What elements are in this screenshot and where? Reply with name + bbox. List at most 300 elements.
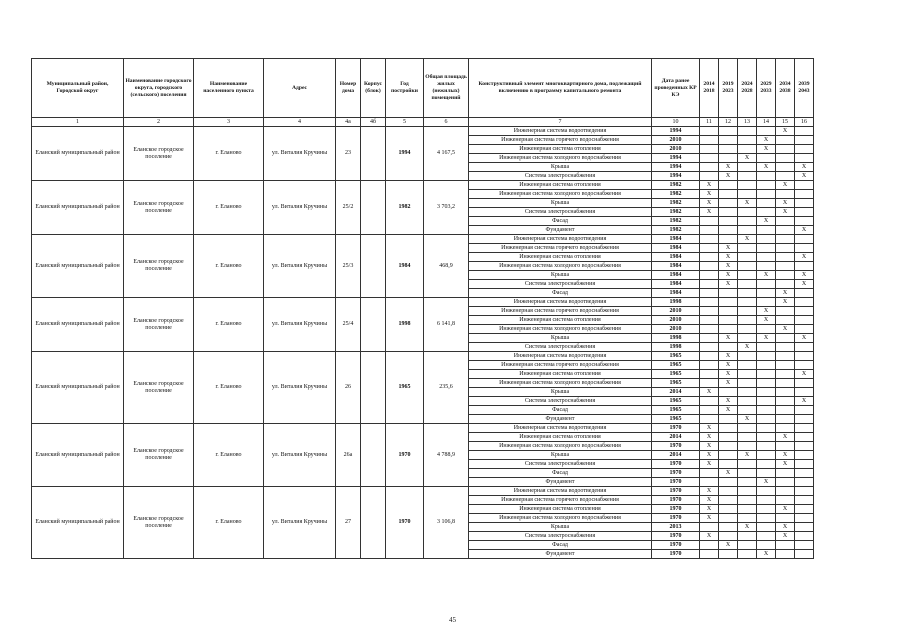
element-cell: Инженерная система водоотведения — [469, 352, 652, 361]
prior-repair-date-cell: 1970 — [652, 424, 700, 433]
element-cell: Фасад — [469, 406, 652, 415]
period-mark-cell: X — [757, 163, 776, 172]
period-mark-cell — [776, 397, 795, 406]
settlement-cell: Еланское городское поселение — [124, 352, 194, 424]
prior-repair-date-cell: 1965 — [652, 370, 700, 379]
period-mark-cell — [700, 298, 719, 307]
period-mark-cell: X — [738, 154, 757, 163]
period-mark-cell: X — [795, 253, 814, 262]
period-mark-cell — [719, 487, 738, 496]
element-cell: Фасад — [469, 469, 652, 478]
period-mark-cell: X — [795, 370, 814, 379]
period-mark-cell — [700, 271, 719, 280]
period-mark-cell — [795, 442, 814, 451]
period-mark-cell: X — [700, 199, 719, 208]
element-cell: Инженерная система отопления — [469, 316, 652, 325]
house-number-cell: 25/2 — [336, 181, 361, 235]
prior-repair-date-cell: 1998 — [652, 334, 700, 343]
period-mark-cell — [738, 163, 757, 172]
element-cell: Инженерная система горячего водоснабжения — [469, 361, 652, 370]
locality-cell: г. Еланово — [194, 424, 264, 487]
prior-repair-date-cell: 2014 — [652, 451, 700, 460]
period-mark-cell — [738, 388, 757, 397]
column-number: 11 — [700, 118, 719, 127]
prior-repair-date-cell: 1965 — [652, 352, 700, 361]
period-mark-cell — [738, 442, 757, 451]
house-number-cell: 25/3 — [336, 235, 361, 298]
period-mark-cell — [757, 523, 776, 532]
block-cell — [361, 127, 386, 181]
period-mark-cell — [757, 235, 776, 244]
period-mark-cell — [719, 523, 738, 532]
period-mark-cell — [795, 415, 814, 424]
period-mark-cell — [719, 127, 738, 136]
period-mark-cell — [795, 469, 814, 478]
period-mark-cell: X — [776, 298, 795, 307]
period-mark-cell — [776, 145, 795, 154]
element-cell: Крыша — [469, 523, 652, 532]
period-mark-cell — [757, 190, 776, 199]
period-mark-cell — [719, 496, 738, 505]
period-mark-cell — [700, 325, 719, 334]
period-mark-cell — [757, 496, 776, 505]
prior-repair-date-cell: 1982 — [652, 181, 700, 190]
element-cell: Фундамент — [469, 226, 652, 235]
build-year-cell: 1998 — [386, 298, 424, 352]
prior-repair-date-cell: 1994 — [652, 154, 700, 163]
element-cell: Крыша — [469, 388, 652, 397]
period-mark-cell — [700, 361, 719, 370]
street-cell: ул. Виталия Кручины — [264, 235, 336, 298]
period-mark-cell — [738, 208, 757, 217]
period-mark-cell — [757, 226, 776, 235]
period-mark-cell — [795, 523, 814, 532]
column-number: 16 — [795, 118, 814, 127]
element-cell: Инженерная система отопления — [469, 181, 652, 190]
period-mark-cell — [795, 433, 814, 442]
period-mark-cell — [700, 316, 719, 325]
period-mark-cell — [700, 370, 719, 379]
prior-repair-date-cell: 2010 — [652, 136, 700, 145]
block-cell — [361, 235, 386, 298]
street-cell: ул. Виталия Кручины — [264, 127, 336, 181]
period-mark-cell — [757, 424, 776, 433]
period-mark-cell: X — [700, 532, 719, 541]
period-mark-cell: X — [776, 325, 795, 334]
period-mark-cell — [795, 388, 814, 397]
header-row — [32, 59, 814, 118]
period-mark-cell — [795, 460, 814, 469]
period-mark-cell — [700, 469, 719, 478]
period-mark-cell: X — [795, 172, 814, 181]
period-mark-cell — [776, 226, 795, 235]
column-header: Конструктивный элемент многоквартирного дома, подлежащий включению в программу капитального ремонта — [469, 59, 652, 118]
table-row — [32, 352, 814, 361]
period-mark-cell — [700, 406, 719, 415]
period-mark-cell: X — [719, 271, 738, 280]
column-number: 5 — [386, 118, 424, 127]
period-mark-cell — [719, 190, 738, 199]
period-mark-cell — [719, 298, 738, 307]
period-mark-cell — [738, 127, 757, 136]
period-mark-cell — [738, 487, 757, 496]
locality-cell: г. Еланово — [194, 235, 264, 298]
period-mark-cell — [757, 262, 776, 271]
period-mark-cell — [795, 550, 814, 559]
prior-repair-date-cell: 1982 — [652, 190, 700, 199]
prior-repair-date-cell: 1970 — [652, 550, 700, 559]
table-row — [32, 235, 814, 244]
period-mark-cell — [795, 136, 814, 145]
column-header: 2024 2028 — [738, 59, 757, 118]
period-mark-cell — [757, 442, 776, 451]
period-mark-cell: X — [776, 532, 795, 541]
period-mark-cell: X — [757, 478, 776, 487]
build-year-cell: 1965 — [386, 352, 424, 424]
period-mark-cell — [757, 487, 776, 496]
period-mark-cell: X — [738, 523, 757, 532]
period-mark-cell — [700, 262, 719, 271]
period-mark-cell — [700, 280, 719, 289]
column-header: 2034 2038 — [776, 59, 795, 118]
prior-repair-date-cell: 1994 — [652, 163, 700, 172]
period-mark-cell — [757, 415, 776, 424]
period-mark-cell — [757, 532, 776, 541]
period-mark-cell — [776, 550, 795, 559]
period-mark-cell: X — [776, 523, 795, 532]
period-mark-cell — [738, 307, 757, 316]
period-mark-cell — [795, 127, 814, 136]
period-mark-cell — [757, 514, 776, 523]
period-mark-cell — [738, 217, 757, 226]
period-mark-cell — [757, 469, 776, 478]
settlement-cell: Еланское городское поселение — [124, 298, 194, 352]
period-mark-cell: X — [719, 334, 738, 343]
prior-repair-date-cell: 1998 — [652, 298, 700, 307]
block-cell — [361, 352, 386, 424]
locality-cell: г. Еланово — [194, 352, 264, 424]
prior-repair-date-cell: 1982 — [652, 217, 700, 226]
element-cell: Инженерная система водоотведения — [469, 298, 652, 307]
period-mark-cell — [738, 271, 757, 280]
prior-repair-date-cell: 2010 — [652, 316, 700, 325]
period-mark-cell — [700, 523, 719, 532]
period-mark-cell — [776, 235, 795, 244]
period-mark-cell: X — [700, 505, 719, 514]
element-cell: Крыша — [469, 334, 652, 343]
column-number: 14 — [757, 118, 776, 127]
period-mark-cell — [776, 478, 795, 487]
prior-repair-date-cell: 2014 — [652, 433, 700, 442]
house-number-cell: 27 — [336, 487, 361, 559]
period-mark-cell — [719, 307, 738, 316]
column-header: 2039 2043 — [795, 59, 814, 118]
period-mark-cell — [795, 154, 814, 163]
period-mark-cell — [738, 172, 757, 181]
column-number: 3 — [194, 118, 264, 127]
period-mark-cell: X — [776, 451, 795, 460]
street-cell: ул. Виталия Кручины — [264, 352, 336, 424]
prior-repair-date-cell: 1970 — [652, 460, 700, 469]
column-number: 4а — [336, 118, 361, 127]
prior-repair-date-cell: 1965 — [652, 397, 700, 406]
prior-repair-date-cell: 1970 — [652, 442, 700, 451]
element-cell: Крыша — [469, 163, 652, 172]
period-mark-cell: X — [738, 451, 757, 460]
element-cell: Инженерная система холодного водоснабжения — [469, 262, 652, 271]
period-mark-cell — [757, 172, 776, 181]
period-mark-cell: X — [719, 262, 738, 271]
period-mark-cell — [776, 487, 795, 496]
prior-repair-date-cell: 1970 — [652, 478, 700, 487]
period-mark-cell — [738, 181, 757, 190]
period-mark-cell — [776, 271, 795, 280]
element-cell: Фундамент — [469, 415, 652, 424]
column-number: 7 — [469, 118, 652, 127]
period-mark-cell — [757, 397, 776, 406]
house-number-cell: 26 — [336, 352, 361, 424]
period-mark-cell — [757, 244, 776, 253]
element-cell: Фасад — [469, 541, 652, 550]
period-mark-cell: X — [719, 253, 738, 262]
element-cell: Инженерная система холодного водоснабжения — [469, 190, 652, 199]
period-mark-cell — [719, 460, 738, 469]
period-mark-cell — [776, 280, 795, 289]
element-cell: Система электроснабжения — [469, 397, 652, 406]
period-mark-cell — [776, 361, 795, 370]
period-mark-cell — [700, 541, 719, 550]
element-cell: Инженерная система холодного водоснабжения — [469, 325, 652, 334]
element-cell: Инженерная система водоотведения — [469, 424, 652, 433]
column-header: Дата ранее проведенных КР КЭ — [652, 59, 700, 118]
period-mark-cell — [776, 136, 795, 145]
prior-repair-date-cell: 1970 — [652, 505, 700, 514]
prior-repair-date-cell: 1984 — [652, 235, 700, 244]
column-number: 4 — [264, 118, 336, 127]
period-mark-cell — [738, 478, 757, 487]
period-mark-cell: X — [719, 406, 738, 415]
period-mark-cell — [757, 460, 776, 469]
prior-repair-date-cell: 1982 — [652, 226, 700, 235]
period-mark-cell — [700, 397, 719, 406]
period-mark-cell — [738, 433, 757, 442]
period-mark-cell — [795, 244, 814, 253]
period-mark-cell — [795, 199, 814, 208]
prior-repair-date-cell: 1984 — [652, 262, 700, 271]
element-cell: Инженерная система отопления — [469, 253, 652, 262]
period-mark-cell — [700, 478, 719, 487]
column-number: 6 — [424, 118, 469, 127]
locality-cell: г. Еланово — [194, 181, 264, 235]
element-cell: Крыша — [469, 271, 652, 280]
period-mark-cell: X — [757, 271, 776, 280]
period-mark-cell — [719, 226, 738, 235]
period-mark-cell: X — [700, 190, 719, 199]
period-mark-cell — [795, 451, 814, 460]
period-mark-cell — [757, 451, 776, 460]
period-mark-cell: X — [719, 379, 738, 388]
locality-cell: г. Еланово — [194, 127, 264, 181]
period-mark-cell — [795, 262, 814, 271]
period-mark-cell — [738, 334, 757, 343]
element-cell: Инженерная система водоотведения — [469, 487, 652, 496]
period-mark-cell: X — [776, 505, 795, 514]
prior-repair-date-cell: 1994 — [652, 127, 700, 136]
column-number: 13 — [738, 118, 757, 127]
column-header: Адрес — [264, 59, 336, 118]
period-mark-cell — [719, 514, 738, 523]
period-mark-cell — [776, 388, 795, 397]
period-mark-cell — [776, 469, 795, 478]
period-mark-cell — [719, 451, 738, 460]
street-cell: ул. Виталия Кручины — [264, 298, 336, 352]
period-mark-cell — [776, 496, 795, 505]
period-mark-cell — [757, 379, 776, 388]
period-mark-cell — [776, 415, 795, 424]
period-mark-cell — [719, 154, 738, 163]
prior-repair-date-cell: 2013 — [652, 523, 700, 532]
period-mark-cell — [738, 532, 757, 541]
period-mark-cell: X — [776, 460, 795, 469]
element-cell: Инженерная система холодного водоснабжения — [469, 379, 652, 388]
period-mark-cell — [757, 208, 776, 217]
block-cell — [361, 181, 386, 235]
period-mark-cell — [738, 505, 757, 514]
period-mark-cell — [776, 172, 795, 181]
period-mark-cell: X — [795, 397, 814, 406]
period-mark-cell — [757, 433, 776, 442]
period-mark-cell: X — [719, 361, 738, 370]
period-mark-cell: X — [738, 343, 757, 352]
element-cell: Система электроснабжения — [469, 532, 652, 541]
period-mark-cell — [795, 298, 814, 307]
build-year-cell: 1994 — [386, 127, 424, 181]
build-year-cell: 1970 — [386, 424, 424, 487]
period-mark-cell — [700, 244, 719, 253]
table-row — [32, 127, 814, 136]
period-mark-cell — [738, 190, 757, 199]
prior-repair-date-cell: 1970 — [652, 514, 700, 523]
period-mark-cell — [795, 352, 814, 361]
block-cell — [361, 487, 386, 559]
column-number: 10 — [652, 118, 700, 127]
column-header: Наименование населенного пункта — [194, 59, 264, 118]
column-header: Год постройки — [386, 59, 424, 118]
prior-repair-date-cell: 1998 — [652, 343, 700, 352]
period-mark-cell — [776, 316, 795, 325]
period-mark-cell: X — [700, 514, 719, 523]
period-mark-cell — [719, 289, 738, 298]
period-mark-cell: X — [738, 199, 757, 208]
element-cell: Инженерная система холодного водоснабжения — [469, 442, 652, 451]
element-cell: Инженерная система холодного водоснабжения — [469, 154, 652, 163]
period-mark-cell: X — [700, 181, 719, 190]
element-cell: Фасад — [469, 217, 652, 226]
period-mark-cell — [738, 541, 757, 550]
locality-cell: г. Еланово — [194, 487, 264, 559]
element-cell: Инженерная система горячего водоснабжения — [469, 307, 652, 316]
period-mark-cell: X — [719, 397, 738, 406]
period-mark-cell — [738, 325, 757, 334]
block-cell — [361, 424, 386, 487]
element-cell: Система электроснабжения — [469, 343, 652, 352]
element-cell: Инженерная система отопления — [469, 433, 652, 442]
build-year-cell: 1984 — [386, 235, 424, 298]
period-mark-cell — [757, 370, 776, 379]
element-cell: Инженерная система холодного водоснабжения — [469, 514, 652, 523]
period-mark-cell — [719, 550, 738, 559]
prior-repair-date-cell: 2010 — [652, 145, 700, 154]
period-mark-cell — [795, 181, 814, 190]
period-mark-cell: X — [738, 235, 757, 244]
area-cell: 235,6 — [424, 352, 469, 424]
period-mark-cell: X — [757, 316, 776, 325]
period-mark-cell: X — [757, 217, 776, 226]
period-mark-cell: X — [700, 451, 719, 460]
period-mark-cell: X — [795, 280, 814, 289]
period-mark-cell — [700, 127, 719, 136]
locality-cell: г. Еланово — [194, 298, 264, 352]
column-header: Номер дома — [336, 59, 361, 118]
period-mark-cell — [776, 379, 795, 388]
area-cell: 4 167,5 — [424, 127, 469, 181]
period-mark-cell — [776, 253, 795, 262]
period-mark-cell — [776, 442, 795, 451]
table-row — [32, 424, 814, 433]
period-mark-cell — [738, 226, 757, 235]
element-cell: Крыша — [469, 199, 652, 208]
period-mark-cell — [776, 307, 795, 316]
period-mark-cell — [700, 226, 719, 235]
period-mark-cell — [719, 478, 738, 487]
period-mark-cell — [700, 415, 719, 424]
period-mark-cell: X — [795, 163, 814, 172]
table-body — [32, 118, 814, 559]
period-mark-cell — [738, 469, 757, 478]
period-mark-cell — [776, 190, 795, 199]
period-mark-cell — [738, 298, 757, 307]
period-mark-cell — [719, 316, 738, 325]
period-mark-cell — [757, 505, 776, 514]
element-cell: Фундамент — [469, 478, 652, 487]
block-cell — [361, 298, 386, 352]
element-cell: Инженерная система горячего водоснабжения — [469, 136, 652, 145]
period-mark-cell: X — [719, 352, 738, 361]
period-mark-cell — [795, 208, 814, 217]
period-mark-cell — [700, 145, 719, 154]
prior-repair-date-cell: 1965 — [652, 406, 700, 415]
period-mark-cell — [738, 136, 757, 145]
element-cell: Инженерная система водоотведения — [469, 235, 652, 244]
district-cell: Еланский муниципальный район — [32, 352, 124, 424]
period-mark-cell — [795, 541, 814, 550]
period-mark-cell — [719, 532, 738, 541]
period-mark-cell — [738, 244, 757, 253]
period-mark-cell — [757, 352, 776, 361]
period-mark-cell — [738, 370, 757, 379]
settlement-cell: Еланское городское поселение — [124, 181, 194, 235]
period-mark-cell — [795, 478, 814, 487]
prior-repair-date-cell: 1965 — [652, 379, 700, 388]
period-mark-cell — [700, 253, 719, 262]
prior-repair-date-cell: 1984 — [652, 271, 700, 280]
prior-repair-date-cell: 1984 — [652, 289, 700, 298]
element-cell: Фундамент — [469, 550, 652, 559]
district-cell: Еланский муниципальный район — [32, 487, 124, 559]
element-cell: Фасад — [469, 289, 652, 298]
prior-repair-date-cell: 1965 — [652, 415, 700, 424]
period-mark-cell: X — [719, 469, 738, 478]
